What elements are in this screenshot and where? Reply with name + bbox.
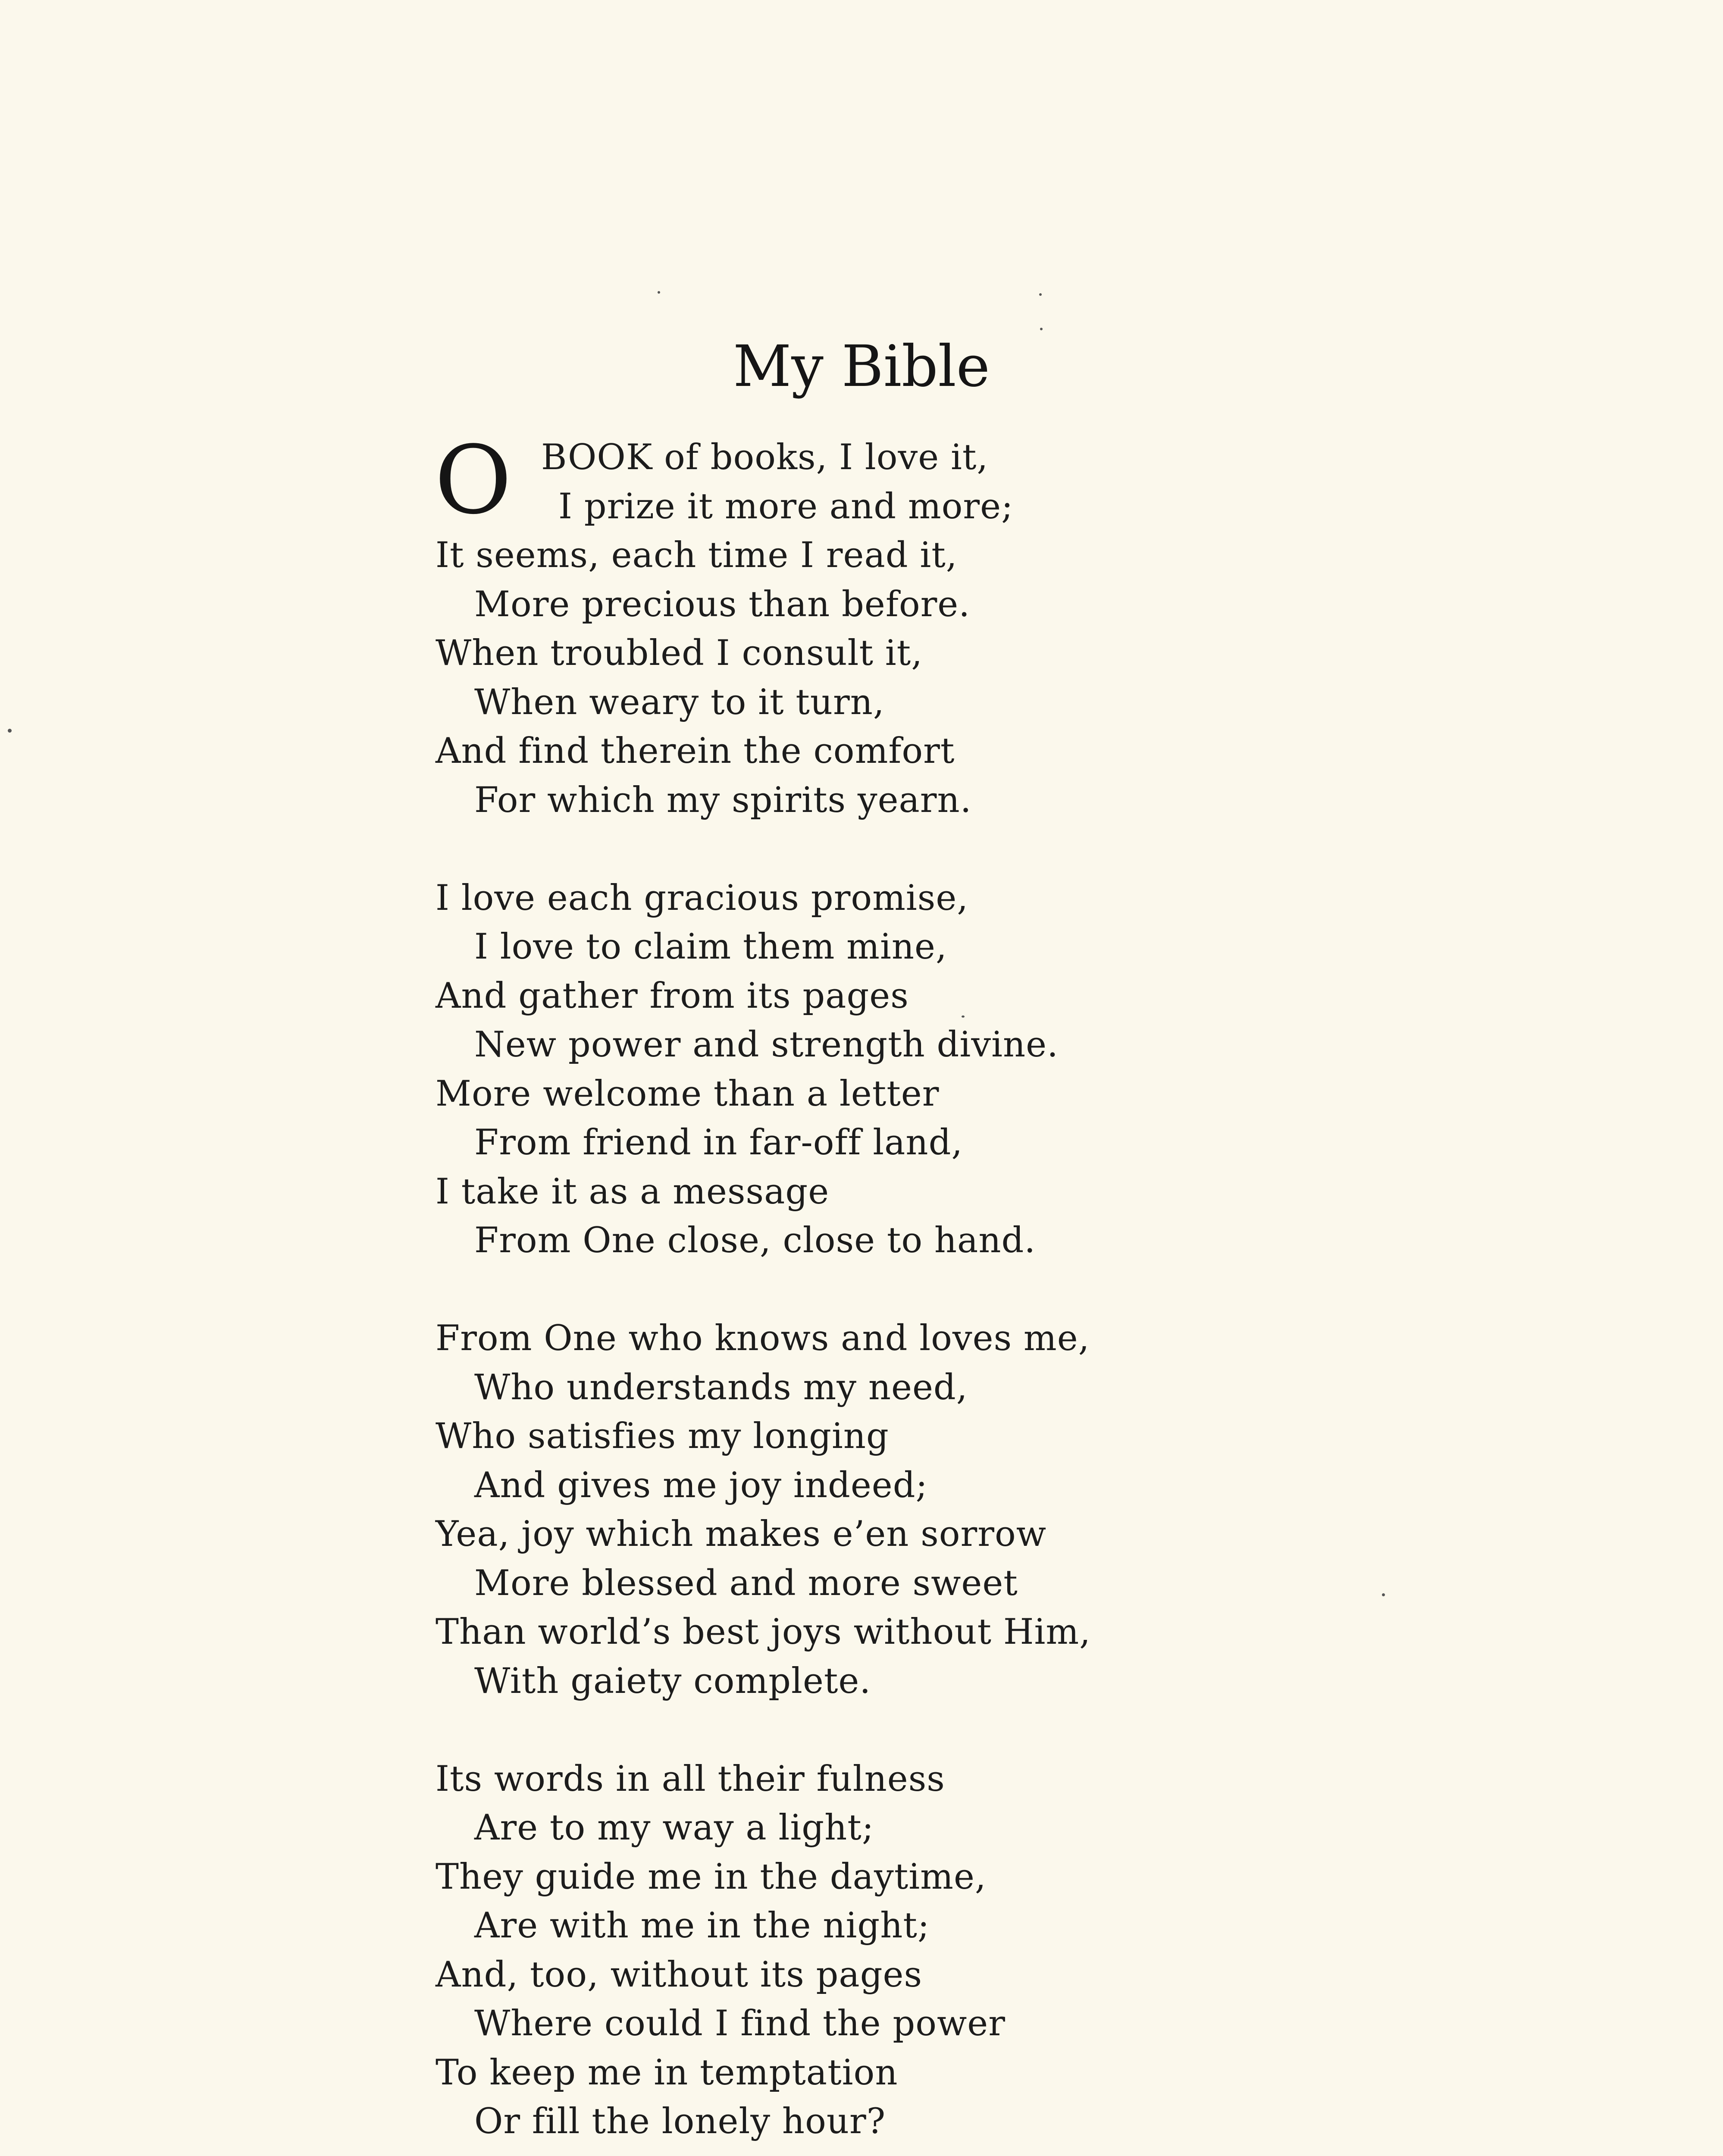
paper-speck xyxy=(658,291,660,294)
poem-line: I love each gracious promise, xyxy=(435,877,969,918)
poem-line: Are to my way a light; xyxy=(474,1808,874,1848)
poem-line: And find therein the comfort xyxy=(435,731,955,771)
stanza-gap xyxy=(435,1266,1427,1315)
poem-line: Are with me in the night; xyxy=(474,1905,930,1946)
poem-line: From friend in far-off land, xyxy=(474,1122,963,1163)
poem-line: New power and strength divine. xyxy=(474,1025,1059,1065)
poem-title: My Bible xyxy=(733,333,990,400)
paper-speck xyxy=(1040,328,1043,330)
poem-line: More precious than before. xyxy=(474,584,970,625)
drop-cap-letter: O xyxy=(435,426,512,535)
poem-line: And gives me joy indeed; xyxy=(474,1465,928,1506)
poem-line: Who satisfies my longing xyxy=(435,1416,889,1457)
poem-line: With gaiety complete. xyxy=(474,1661,871,1702)
poem-body xyxy=(435,426,1427,2147)
poem-line: From One close, close to hand. xyxy=(474,1220,1036,1261)
poem-line: When weary to it turn, xyxy=(474,682,885,723)
poem-line: To keep me in temptation xyxy=(435,2052,898,2093)
poem-line: I love to claim them mine, xyxy=(474,927,947,967)
poem-line: Or fill the lonely hour? xyxy=(474,2101,886,2142)
poem-line: I prize it more and more; xyxy=(558,486,1014,527)
poem-line: When troubled I consult it, xyxy=(435,633,923,674)
poem-line: More welcome than a letter xyxy=(435,1073,940,1114)
paper-speck xyxy=(8,729,12,733)
poem-line: And gather from its pages xyxy=(435,975,909,1016)
poem-line: From One who knows and loves me, xyxy=(435,1318,1090,1359)
poem-line: Where could I find the power xyxy=(474,2003,1006,2044)
poem-line: And, too, without its pages xyxy=(435,1954,923,1995)
poem-line: I take it as a message xyxy=(435,1171,830,1212)
stanza-gap xyxy=(435,825,1427,874)
poem-line: More blessed and more sweet xyxy=(474,1563,1018,1604)
poem-line: It seems, each time I read it, xyxy=(435,535,958,576)
poem-line: BOOK of books, I love it, xyxy=(541,437,989,478)
stanza-gap xyxy=(435,1706,1427,1755)
poem-line: For which my spirits yearn. xyxy=(474,780,972,821)
paper-speck xyxy=(1382,1593,1385,1596)
poem-line: Its words in all their fulness xyxy=(435,1758,945,1799)
poem-line: Than world’s best joys without Him, xyxy=(435,1612,1091,1652)
paper-speck xyxy=(962,1015,965,1018)
poem-line: Yea, joy which makes e’en sorrow xyxy=(435,1514,1047,1554)
poem-line: Who understands my need, xyxy=(474,1367,968,1408)
paper-speck xyxy=(1039,293,1042,296)
poem-line: They guide me in the daytime, xyxy=(435,1856,987,1897)
